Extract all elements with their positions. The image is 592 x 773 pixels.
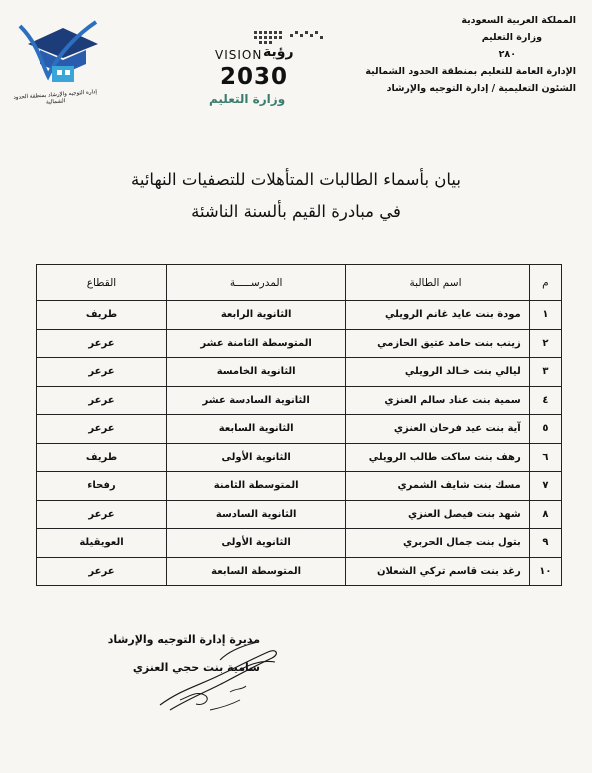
school-name: المتوسطة الثامنة	[166, 472, 345, 501]
row-number: ٢	[529, 329, 561, 358]
table-row	[37, 358, 562, 387]
directorate-name: الإدارة العامة للتعليم بمنطقة الحدود الشمالية	[365, 66, 576, 77]
student-name: مسك بنت شايف الشمري	[346, 472, 529, 501]
student-name: مودة بنت عايد غانم الرويلي	[346, 301, 529, 330]
school-name: المتوسطة السابعة	[166, 557, 345, 586]
table-row	[37, 301, 562, 330]
school-name: المتوسطة الثامنة عشر	[166, 329, 345, 358]
kingdom-name: المملكة العربية السعودية	[461, 15, 576, 26]
student-name: ليالي بنت خـالد الرويلي	[346, 358, 529, 387]
table-row	[37, 529, 562, 558]
ministry-name: وزارة التعليم	[481, 32, 542, 43]
school-name: الثانوية السادسة عشر	[166, 386, 345, 415]
column-header-name: اسم الطالبة	[346, 265, 529, 301]
sector-name: عرعر	[37, 500, 167, 529]
vision-year: 2030	[220, 64, 289, 90]
sector-name: رفحاء	[37, 472, 167, 501]
signatory-title: مديرة إدارة التوجيه والإرشاد	[107, 633, 260, 646]
table-row	[37, 443, 562, 472]
school-name: الثانوية الخامسة	[166, 358, 345, 387]
graduation-cap-icon	[8, 14, 103, 94]
sector-name: عرعر	[37, 386, 167, 415]
row-number: ٨	[529, 500, 561, 529]
sector-name: عرعر	[37, 557, 167, 586]
sector-name: العويقيلة	[37, 529, 167, 558]
student-name: آية بنت عيد فرحان العنزي	[346, 415, 529, 444]
vision-label: VISION	[215, 48, 263, 62]
students-table	[36, 264, 562, 586]
row-number: ٩	[529, 529, 561, 558]
table-row	[37, 329, 562, 358]
row-number: ٦	[529, 443, 561, 472]
row-number: ٣	[529, 358, 561, 387]
row-number: ٥	[529, 415, 561, 444]
department-name: الشئون التعليمية / إدارة التوجيه والإرشاد	[386, 83, 576, 94]
vision-arabic-label: رؤية	[263, 44, 294, 60]
reference-number: ٢٨٠	[498, 49, 516, 60]
sector-name: عرعر	[37, 358, 167, 387]
document-subtitle: في مبادرة القيم بألسنة الناشئة	[191, 202, 401, 221]
school-name: الثانوية الأولى	[166, 443, 345, 472]
student-name: رغد بنت قاسم تركي الشعلان	[346, 557, 529, 586]
table-row	[37, 500, 562, 529]
table-row	[37, 386, 562, 415]
student-name: بتول بنت جمال الحربري	[346, 529, 529, 558]
column-header-number: م	[529, 265, 561, 301]
row-number: ١	[529, 301, 561, 330]
vision-2030-logo	[205, 26, 330, 116]
logo-caption: إدارة التوجيه والإرشاد بمنطقة الحدود الشمالية	[13, 89, 98, 106]
guidance-department-logo	[8, 14, 103, 124]
table-row	[37, 557, 562, 586]
sector-name: طريف	[37, 301, 167, 330]
row-number: ١٠	[529, 557, 561, 586]
school-name: الثانوية الرابعة	[166, 301, 345, 330]
sector-name: طريف	[37, 443, 167, 472]
row-number: ٧	[529, 472, 561, 501]
table-row	[37, 472, 562, 501]
vision-ministry-label: وزارة التعليم	[209, 92, 286, 106]
school-name: الثانوية السادسة	[166, 500, 345, 529]
row-number: ٤	[529, 386, 561, 415]
school-name: الثانوية الأولى	[166, 529, 345, 558]
table-row	[37, 415, 562, 444]
school-name: الثانوية السابعة	[166, 415, 345, 444]
signatory-name: سامية بنت حجي العنزي	[132, 661, 260, 674]
student-name: شهد بنت فيصل العنزي	[346, 500, 529, 529]
sector-name: عرعر	[37, 415, 167, 444]
letterhead	[365, 12, 576, 97]
student-name: زينب بنت حامد عتيق الحازمي	[346, 329, 529, 358]
handwritten-signature-icon	[150, 630, 290, 720]
column-header-school: المدرســـــة	[166, 265, 345, 301]
sector-name: عرعر	[37, 329, 167, 358]
student-name: رهف بنت ساكت طالب الرويلي	[346, 443, 529, 472]
column-header-sector: القطاع	[37, 265, 167, 301]
document-title: بيان بأسماء الطالبات المتأهلات للتصفيات النهائية	[131, 170, 461, 189]
student-name: سمية بنت عناد سالم العنزي	[346, 386, 529, 415]
table-header-row	[37, 265, 562, 301]
